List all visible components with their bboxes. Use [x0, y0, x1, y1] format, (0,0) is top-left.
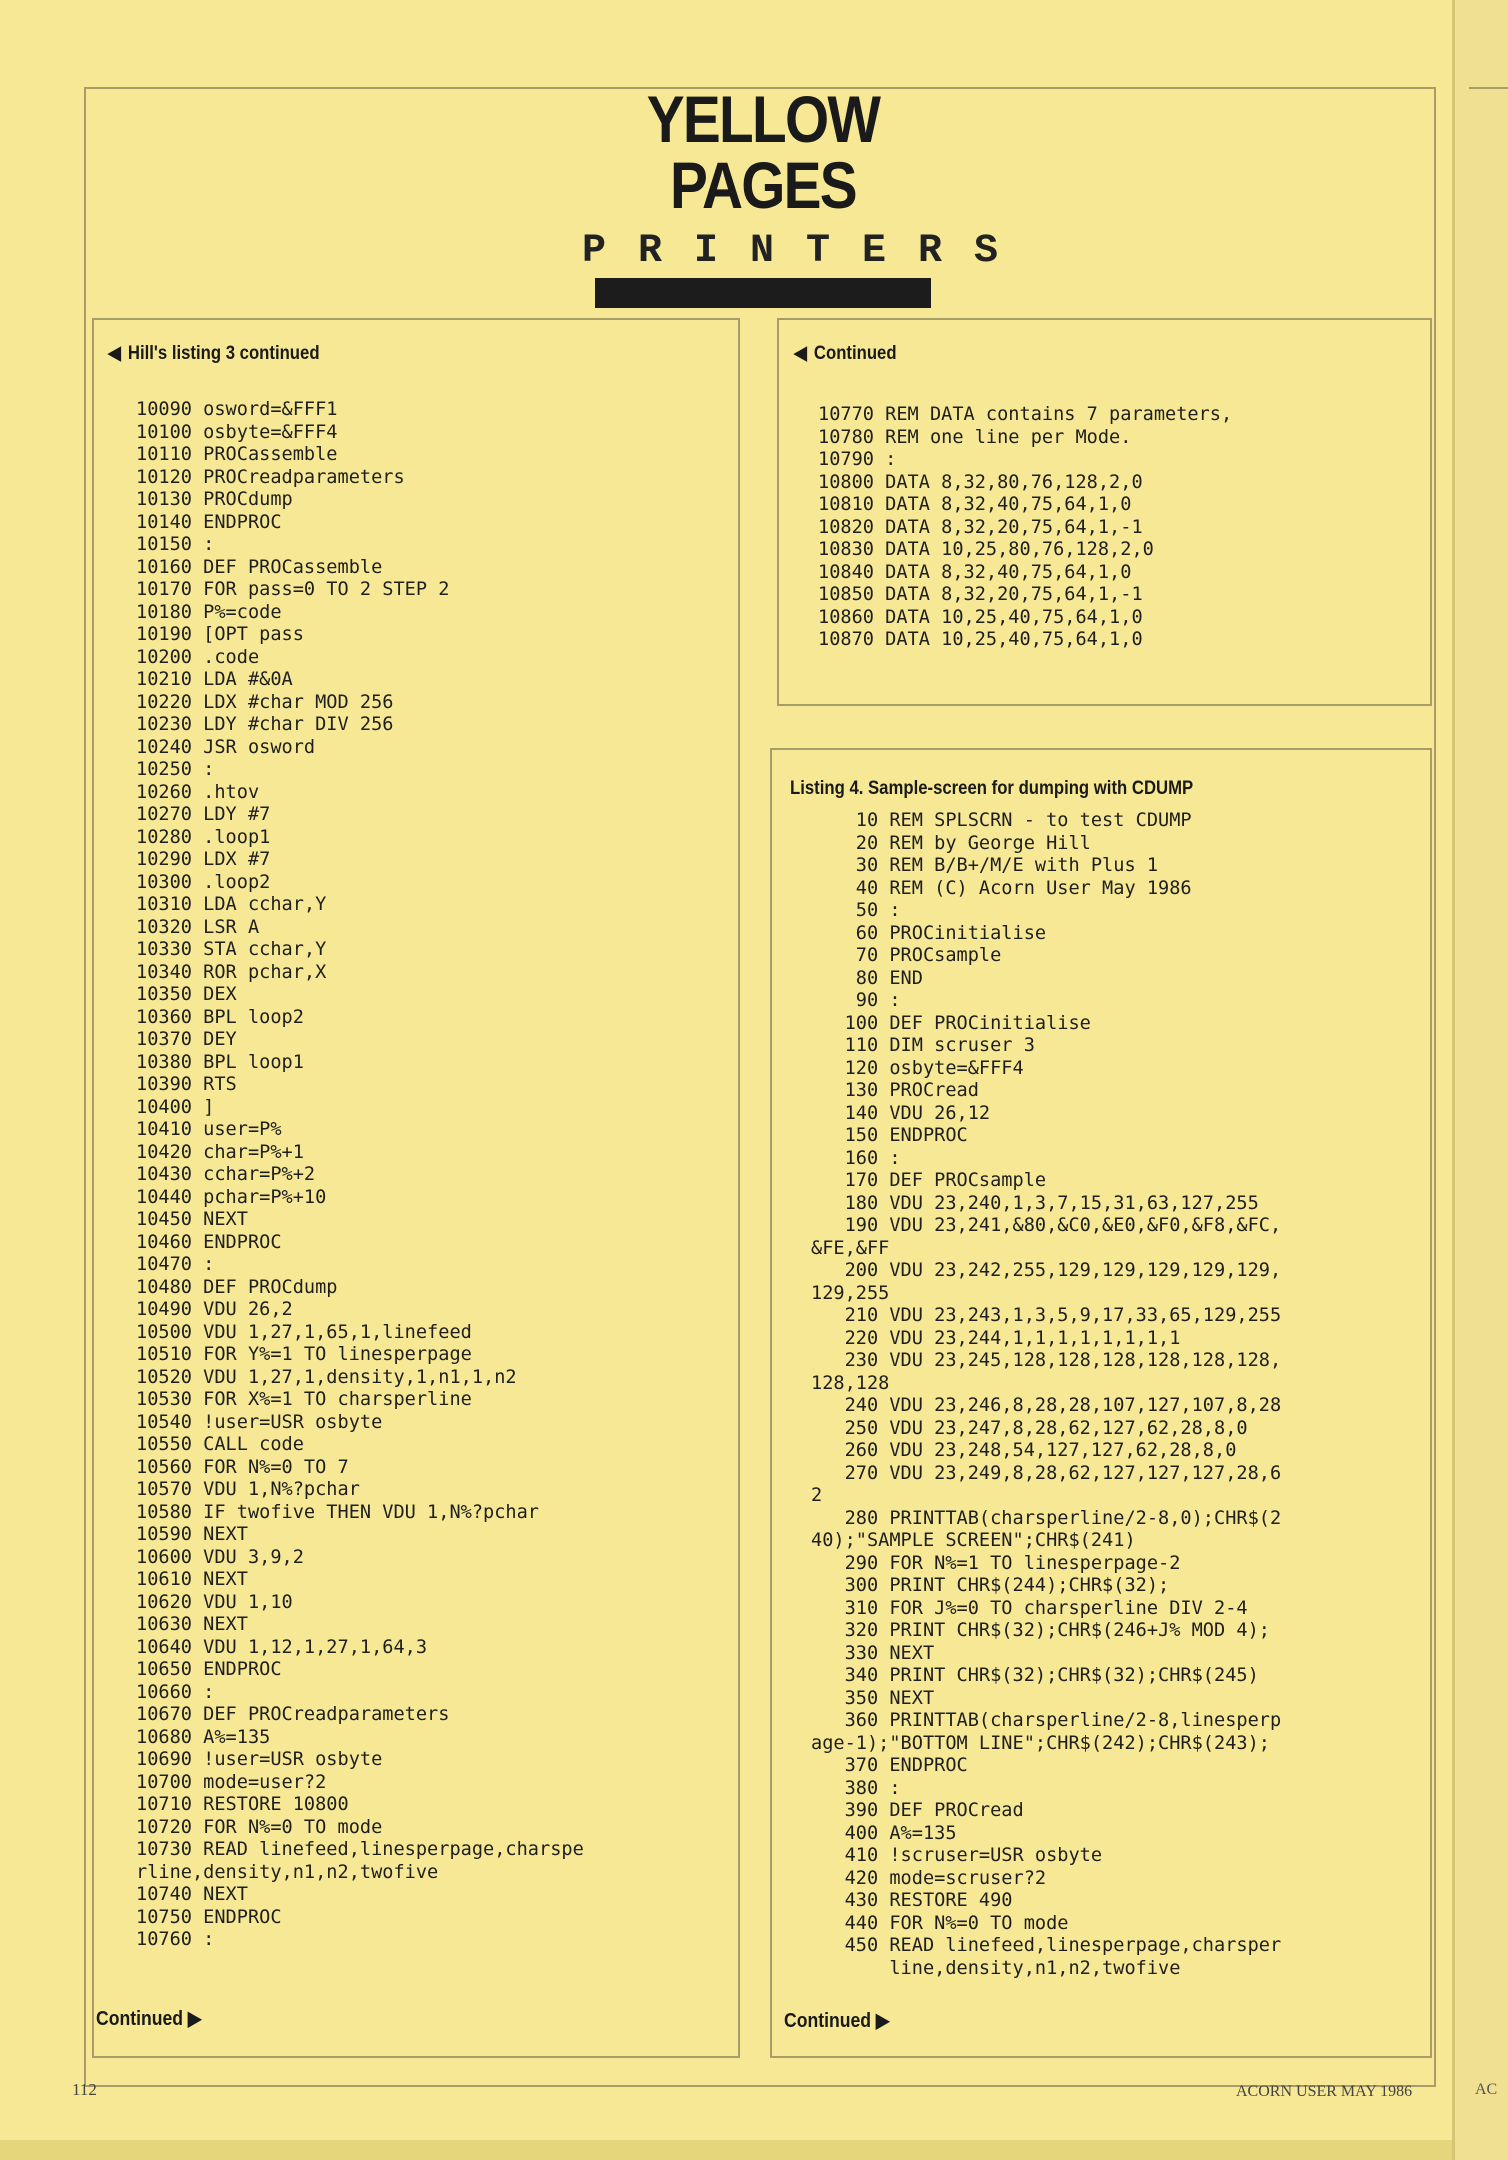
code-line: 10520 VDU 1,27,1,density,1,n1,1,n2 [136, 1366, 517, 1388]
code-line: 10620 VDU 1,10 [136, 1591, 293, 1613]
code-line: 10770 REM DATA contains 7 parameters, [818, 404, 1233, 425]
code-line: 10870 DATA 10,25,40,75,64,1,0 [818, 629, 1143, 650]
code-line: 310 FOR J%=0 TO charsperline DIV 2-4 [811, 1597, 1248, 1619]
code-line: 10470 : [136, 1254, 215, 1275]
left-code-listing [136, 399, 584, 1952]
code-line: 10610 NEXT [136, 1569, 248, 1590]
code-line: 70 PROCsample [811, 945, 1002, 966]
right-bottom-panel-header: Listing 4. Sample-screen for dumping with CDUMP [790, 778, 1194, 799]
masthead-subtitle: PRINTERS [582, 229, 1031, 274]
code-line: &FE,&FF [811, 1237, 890, 1259]
code-line: 220 VDU 23,244,1,1,1,1,1,1,1,1 [811, 1327, 1181, 1349]
code-line: 10360 BPL loop2 [136, 1006, 304, 1028]
code-line: 10530 FOR X%=1 TO charsperline [136, 1389, 472, 1410]
code-line: 60 PROCinitialise [811, 922, 1047, 944]
code-line: 120 osbyte=&FFF4 [811, 1057, 1024, 1079]
code-line: 10670 DEF PROCreadparameters [136, 1704, 450, 1725]
code-line: 410 !scruser=USR osbyte [811, 1845, 1103, 1866]
code-line: 50 : [811, 900, 901, 921]
code-line: 270 VDU 23,249,8,28,62,127,127,127,28,6 [811, 1462, 1282, 1484]
code-line: 10820 DATA 8,32,20,75,64,1,-1 [818, 516, 1143, 538]
code-line: 40);"SAMPLE SCREEN";CHR$(241) [811, 1530, 1136, 1551]
code-line: 10850 DATA 8,32,20,75,64,1,-1 [818, 584, 1143, 605]
code-line: 10420 char=P%+1 [136, 1141, 304, 1163]
code-line: 10480 DEF PROCdump [136, 1276, 338, 1298]
code-line: 10100 osbyte=&FFF4 [136, 421, 338, 443]
code-line: 10340 ROR pchar,X [136, 961, 327, 983]
code-line: 190 VDU 23,241,&80,&C0,&E0,&F0,&F8,&FC, [811, 1215, 1282, 1236]
code-line: 10750 ENDPROC [136, 1906, 282, 1928]
code-line: 150 ENDPROC [811, 1125, 968, 1146]
code-line: 10210 LDA #&0A [136, 669, 293, 690]
left-panel-header [108, 342, 320, 365]
code-line: 10250 : [136, 759, 215, 780]
masthead [556, 82, 1031, 308]
code-line: 10110 PROCassemble [136, 444, 338, 465]
continue-arrow-icon: ▶ [187, 2008, 202, 2030]
code-line: 200 VDU 23,242,255,129,129,129,129,129, [811, 1260, 1282, 1281]
code-line: 130 PROCread [811, 1080, 979, 1101]
code-line: 330 NEXT [811, 1642, 935, 1664]
continue-arrow-icon: ▶ [875, 2010, 890, 2032]
code-line: 10200 .code [136, 646, 260, 668]
code-line: 260 VDU 23,248,54,127,127,62,28,8,0 [811, 1440, 1237, 1461]
code-line: 10300 .loop2 [136, 871, 271, 893]
code-line: 10840 DATA 8,32,40,75,64,1,0 [818, 561, 1132, 583]
code-line: 10220 LDX #char MOD 256 [136, 691, 394, 713]
left-continued-label [96, 2006, 201, 2031]
code-line: 10430 cchar=P%+2 [136, 1164, 316, 1185]
code-line: 10660 : [136, 1681, 215, 1703]
code-line: 10540 !user=USR osbyte [136, 1411, 383, 1433]
right-top-panel-header [794, 342, 897, 365]
code-line: 280 PRINTTAB(charsperline/2-8,0);CHR$(2 [811, 1507, 1282, 1529]
code-line: 170 DEF PROCsample [811, 1170, 1047, 1191]
code-line: 450 READ linefeed,linesperpage,charsper [811, 1935, 1282, 1956]
code-line: 10550 CALL code [136, 1434, 304, 1455]
code-line: 10380 BPL loop1 [136, 1051, 304, 1073]
left-panel-header-text: Hill's listing 3 continued [127, 343, 320, 364]
code-line: 10390 RTS [136, 1074, 237, 1095]
code-line: 10440 pchar=P%+10 [136, 1186, 327, 1208]
code-line: 10560 FOR N%=0 TO 7 [136, 1456, 349, 1478]
code-line: 10640 VDU 1,12,1,27,1,64,3 [136, 1636, 428, 1658]
code-line: line,density,n1,n2,twofive [811, 1957, 1181, 1979]
code-line: 10700 mode=user?2 [136, 1771, 327, 1793]
code-line: 140 VDU 26,12 [811, 1102, 991, 1124]
code-line: 10720 FOR N%=0 TO mode [136, 1816, 383, 1838]
code-line: 10800 DATA 8,32,80,76,128,2,0 [818, 471, 1143, 493]
code-line: 160 : [811, 1147, 901, 1169]
code-line: 80 END [811, 967, 923, 989]
code-line: 90 : [811, 990, 901, 1011]
code-line: age-1);"BOTTOM LINE";CHR$(242);CHR$(243); [811, 1732, 1270, 1754]
code-line: 10140 ENDPROC [136, 511, 282, 533]
code-line: 10410 user=P% [136, 1119, 282, 1140]
code-line: 10290 LDX #7 [136, 849, 271, 870]
code-line: 10180 P%=code [136, 601, 282, 623]
code-line: 10510 FOR Y%=1 TO linesperpage [136, 1344, 472, 1365]
code-line: 390 DEF PROCread [811, 1800, 1024, 1821]
code-line: 10320 LSR A [136, 916, 260, 938]
back-arrow-icon: ◀ [108, 343, 121, 364]
code-line: 300 PRINT CHR$(244);CHR$(32); [811, 1575, 1170, 1596]
code-line: 180 VDU 23,240,1,3,7,15,31,63,127,255 [811, 1192, 1259, 1214]
code-line: 10740 NEXT [136, 1884, 248, 1905]
code-line: 10270 LDY #7 [136, 804, 271, 825]
page-number: 112 [72, 2080, 97, 2099]
adjacent-page-edge [1452, 0, 1508, 2160]
code-line: 320 PRINT CHR$(32);CHR$(246+J% MOD 4); [811, 1620, 1270, 1641]
code-line: 10600 VDU 3,9,2 [136, 1546, 304, 1568]
code-line: 10630 NEXT [136, 1614, 248, 1635]
code-line: 10780 REM one line per Mode. [818, 426, 1132, 448]
code-line: 10450 NEXT [136, 1209, 248, 1230]
code-line: 10330 STA cchar,Y [136, 939, 327, 960]
code-line: 240 VDU 23,246,8,28,28,107,127,107,8,28 [811, 1395, 1282, 1416]
code-line: 10810 DATA 8,32,40,75,64,1,0 [818, 494, 1132, 515]
code-line: 340 PRINT CHR$(32);CHR$(32);CHR$(245) [811, 1665, 1259, 1686]
code-line: 400 A%=135 [811, 1822, 957, 1844]
code-line: 10760 : [136, 1929, 215, 1950]
code-line: 30 REM B/B+/M/E with Plus 1 [811, 855, 1159, 876]
code-line: 360 PRINTTAB(charsperline/2-8,linesperp [811, 1710, 1282, 1731]
code-line: 40 REM (C) Acorn User May 1986 [811, 877, 1192, 899]
right-top-panel-header-text: Continued [813, 343, 897, 364]
code-line: 10190 [OPT pass [136, 624, 304, 645]
code-line: 20 REM by George Hill [811, 832, 1091, 854]
code-line: 230 VDU 23,245,128,128,128,128,128,128, [811, 1350, 1282, 1371]
code-line: 10090 osword=&FFF1 [136, 399, 338, 420]
code-line: 10150 : [136, 534, 215, 555]
adjacent-page-footer: AC [1475, 2081, 1498, 2098]
code-line: 10230 LDY #char DIV 256 [136, 714, 394, 735]
code-line: 10350 DEX [136, 984, 237, 1005]
code-line: 380 : [811, 1777, 901, 1799]
code-line: 430 RESTORE 490 [811, 1890, 1013, 1911]
running-footer: ACORN USER MAY 1986 [1236, 2083, 1413, 2100]
code-line: 10370 DEY [136, 1029, 237, 1050]
code-line: 250 VDU 23,247,8,28,62,127,62,28,8,0 [811, 1417, 1248, 1439]
code-line: 420 mode=scruser?2 [811, 1867, 1047, 1889]
adjacent-page-rule [1469, 87, 1508, 89]
code-line: 10 REM SPLSCRN - to test CDUMP [811, 810, 1192, 831]
code-line: 100 DEF PROCinitialise [811, 1012, 1091, 1034]
code-line: 10710 RESTORE 10800 [136, 1794, 349, 1815]
code-line: 10690 !user=USR osbyte [136, 1749, 383, 1770]
masthead-bar [595, 278, 931, 308]
code-line: 10790 : [818, 449, 897, 470]
code-line: 210 VDU 23,243,1,3,5,9,17,33,65,129,255 [811, 1305, 1282, 1326]
code-line: 10460 ENDPROC [136, 1231, 282, 1253]
code-line: 10590 NEXT [136, 1524, 248, 1545]
code-line: 350 NEXT [811, 1687, 935, 1709]
page-bottom-shadow [0, 2140, 1452, 2160]
code-line: 10650 ENDPROC [136, 1659, 282, 1680]
code-line: 10170 FOR pass=0 TO 2 STEP 2 [136, 579, 450, 600]
masthead-title: YELLOW PAGES [646, 82, 880, 222]
right-continued-text: Continued [784, 2010, 872, 2032]
code-line: 10570 VDU 1,N%?pchar [136, 1479, 360, 1500]
code-line: 10400 ] [136, 1096, 215, 1118]
code-line: 10680 A%=135 [136, 1726, 271, 1748]
code-line: 10500 VDU 1,27,1,65,1,linefeed [136, 1321, 472, 1343]
code-line: 10130 PROCdump [136, 489, 293, 510]
code-line: 370 ENDPROC [811, 1755, 968, 1776]
code-line: 10730 READ linefeed,linesperpage,charspe [136, 1839, 584, 1860]
code-line: 10260 .htov [136, 781, 260, 803]
code-line: 10310 LDA cchar,Y [136, 894, 327, 915]
code-line: 2 [811, 1485, 823, 1506]
code-line: 10240 JSR osword [136, 736, 316, 758]
code-line: 128,128 [811, 1372, 890, 1394]
back-arrow-icon: ◀ [794, 343, 807, 364]
code-line: rline,density,n1,n2,twofive [136, 1861, 439, 1883]
left-continued-text: Continued [96, 2008, 184, 2030]
code-line: 110 DIM scruser 3 [811, 1035, 1035, 1056]
right-top-code-listing [818, 404, 1232, 652]
code-line: 10860 DATA 10,25,40,75,64,1,0 [818, 606, 1143, 628]
right-bottom-code-listing [811, 810, 1281, 1980]
code-line: 10830 DATA 10,25,80,76,128,2,0 [818, 539, 1154, 560]
code-line: 10120 PROCreadparameters [136, 466, 405, 488]
code-line: 10280 .loop1 [136, 826, 271, 848]
code-line: 10160 DEF PROCassemble [136, 556, 383, 578]
code-line: 10490 VDU 26,2 [136, 1299, 293, 1320]
code-line: 290 FOR N%=1 TO linesperpage-2 [811, 1552, 1181, 1574]
right-continued-label [784, 2008, 889, 2033]
code-line: 440 FOR N%=0 TO mode [811, 1912, 1069, 1934]
code-line: 10580 IF twofive THEN VDU 1,N%?pchar [136, 1501, 539, 1523]
code-line: 129,255 [811, 1282, 890, 1304]
